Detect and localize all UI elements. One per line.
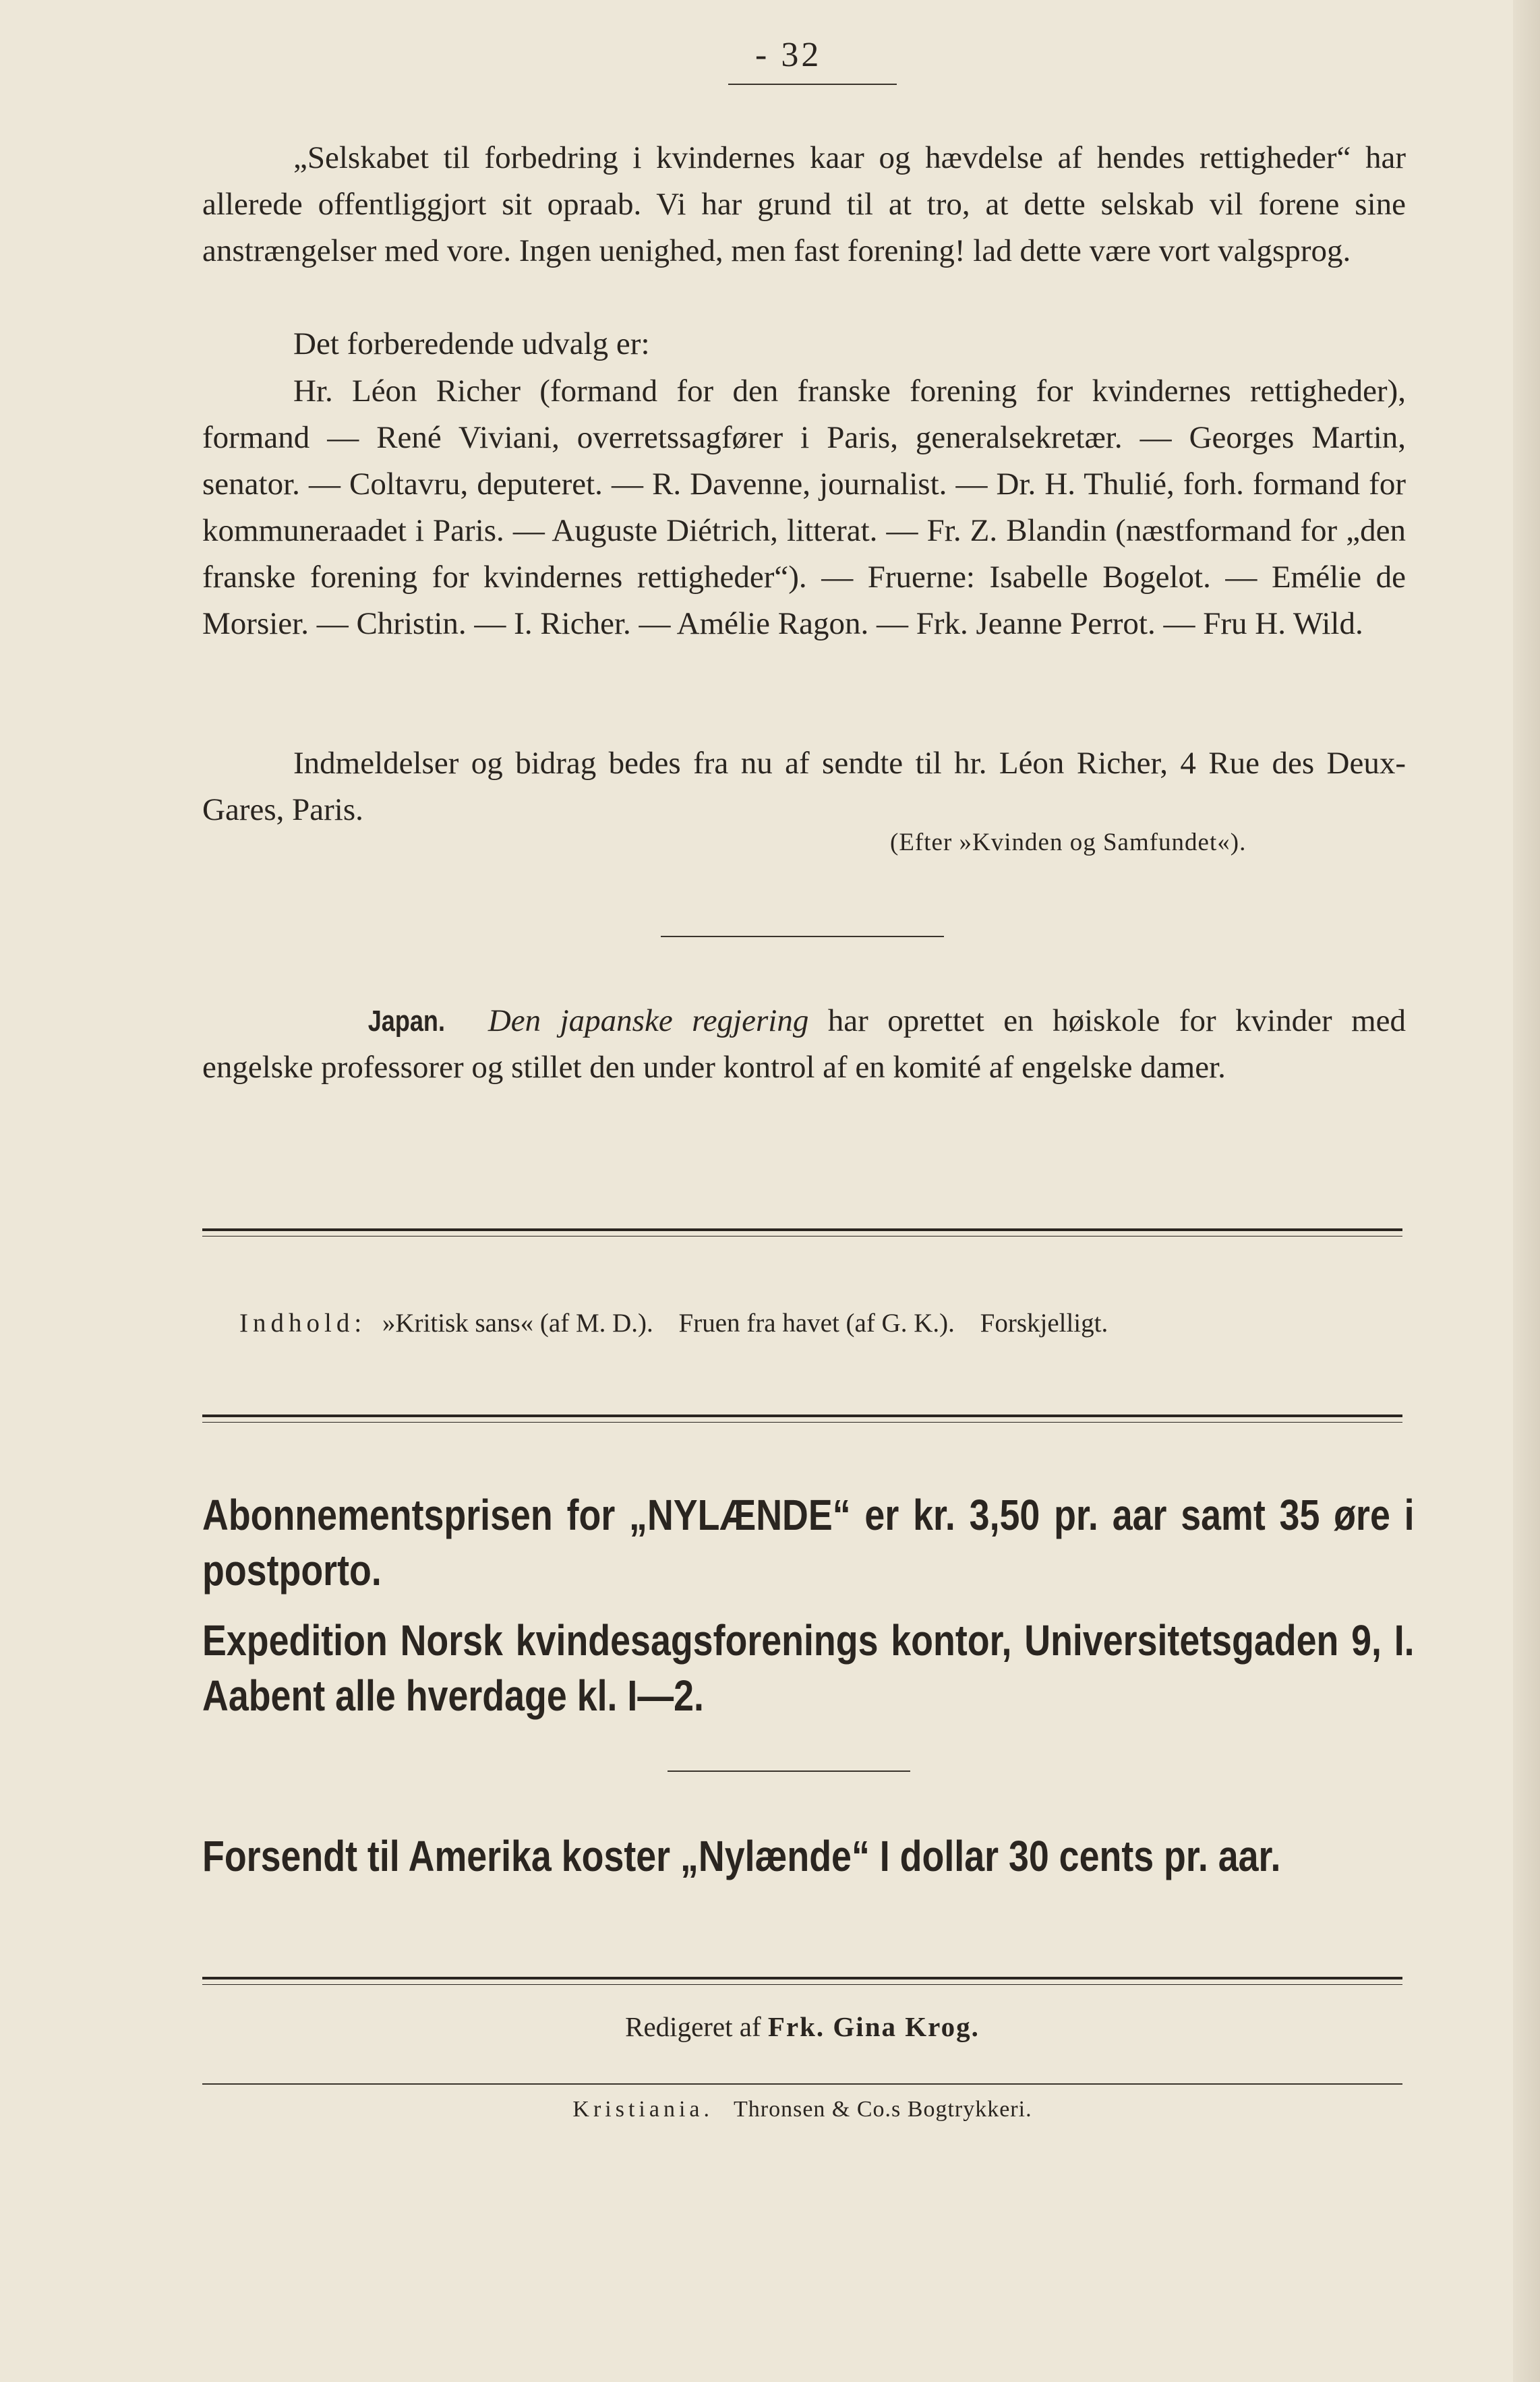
japan-text: har oprettet en høiskole for kvinder med engelske professorer og stillet den under kontrol af en komité af engelske damer.: [202, 1003, 1406, 1085]
footer-rule: [202, 2083, 1402, 2085]
page-edge-shadow: [1513, 0, 1540, 2382]
contact-paragraph: Indmeldelser og bidrag bedes fra nu af sendte til hr. Léon Richer, 4 Rue des Deux-Gares, Paris.: [202, 746, 1406, 827]
subscription-price-notice: [202, 1487, 1415, 1598]
editor-prefix: Redigeret af: [625, 2011, 761, 2042]
subscription-price-text: Abonnementsprisen for „NYLÆNDE“ er kr. 3,50 pr. aar samt 35 øre i postporto.: [202, 1491, 1415, 1595]
contents-item: Forskjelligt.: [980, 1309, 1108, 1338]
japan-italic: Den japanske regjering: [487, 1003, 809, 1038]
expedition-office-notice: [202, 1613, 1415, 1723]
printer-line: [202, 2097, 1402, 2122]
section-divider: [661, 936, 944, 937]
expedition-office-text: Expedition Norsk kvindesagsforenings kontor, Universitetsgaden 9, I. Aabent alle hverdage kl. I—2.: [202, 1616, 1415, 1720]
editor-name: Frk. Gina Krog.: [767, 2011, 980, 2042]
page-number: - 32: [755, 36, 822, 74]
america-shipping-notice: [202, 1828, 1281, 1884]
source-note: (Efter »Kvinden og Samfundet«).: [890, 829, 1247, 856]
double-rule-top: [202, 1228, 1402, 1237]
double-rule-bottom: [202, 1977, 1402, 1985]
printer-firm: Thronsen & Co.s Bogtrykkeri.: [734, 2097, 1032, 2122]
editor-line: [202, 2011, 1402, 2043]
committee-list: Hr. Léon Richer (formand for den franske forening for kvindernes rettigheder), formand — René Viviani, overretssagfører i Paris, generalsekretær. — Georges Martin, senator. — Coltavru, deputeret. — R. Davenne, journalist. — Dr. H. Thulié, forh. formand for kommuneraadet i Paris. — Auguste Diétrich, litterat. — Fr. Z. Blandin (næstformand for „den franske forening for kvindernes rettigheder“). — Fruerne: Isabelle Bogelot. — Emélie de Morsier. — Christin. — I. Richer. — Amélie Ragon. — Frk. Jeanne Perrot. — Fru H. Wild.: [202, 374, 1406, 641]
contents-item: »Kritisk sans« (af M. D.).: [382, 1309, 653, 1338]
japan-paragraph: [202, 998, 1406, 1091]
america-shipping-text: Forsendt til Amerika koster „Nylænde“ I dollar 30 cents pr. aar.: [202, 1832, 1281, 1880]
committee-heading: Det forberedende udvalg er:: [293, 326, 650, 361]
contents-label: Indhold:: [239, 1309, 367, 1338]
japan-lead: Japan.: [367, 1005, 446, 1038]
contents-line: [239, 1308, 1386, 1338]
page-number-rule: [728, 84, 897, 85]
intro-paragraph: „Selskabet til forbedring i kvindernes kaar og hævdelse af hendes rettigheder“ har allerede offentliggjort sit opraab. Vi har grund til at tro, at dette selskab vil forene sine anstrængelser med vore. Ingen uenighed, men fast forening! lad dette være vort valgsprog.: [202, 140, 1406, 268]
notice-divider: [668, 1770, 910, 1772]
contents-item: Fruen fra havet (af G. K.).: [678, 1309, 955, 1338]
printer-city: Kristiania.: [572, 2097, 713, 2122]
double-rule-middle: [202, 1415, 1402, 1423]
